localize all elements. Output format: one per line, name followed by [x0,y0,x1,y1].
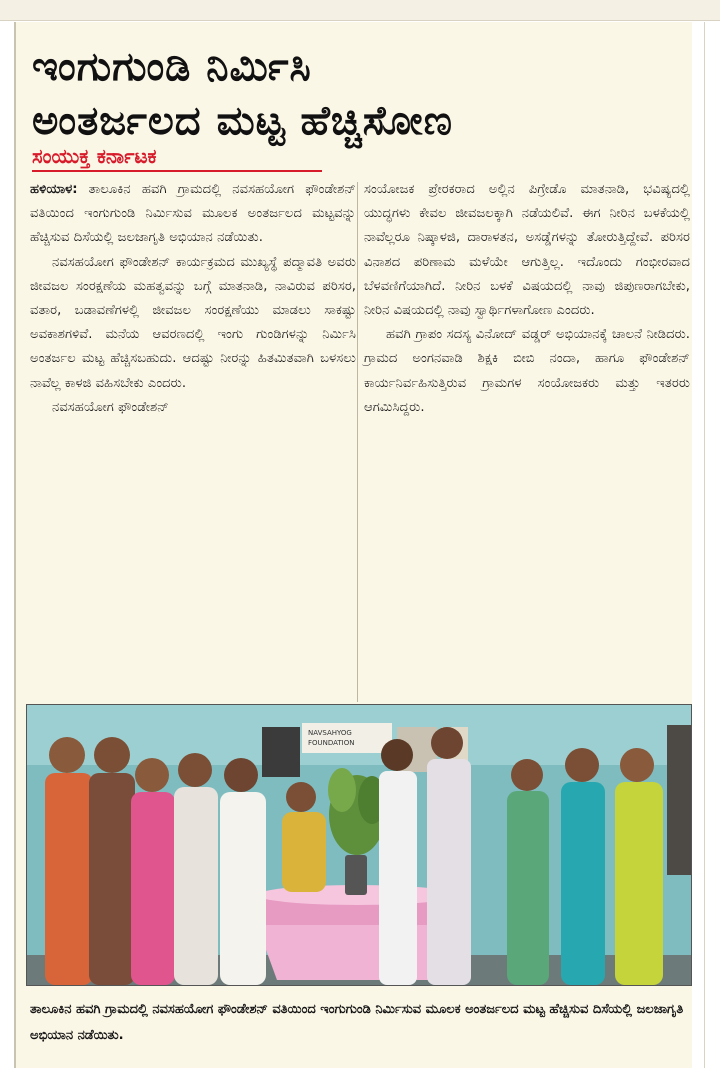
paragraph-5: ಹವಗಿ ಗ್ರಾಪಂ ಸದಸ್ಯ ವಿನೋದ್ ವಡ್ಡರ್ ಅಭಿಯಾನಕ್ಕೆ ಚಾಲನೆ ನೀಡಿದರು. ಗ್ರಾಮದ ಅಂಗನವಾಡಿ ಶಿಕ್ಷಕಿ ಬೀಬಿ ನಂದಾ, ಹಾಗೂ ಫೌಂಡೇಶನ್ ಕಾರ್ಯನಿರ್ವಹಿಸುತ್ತಿರುವ ಗ್ರಾಮಗಳ ಸಂಯೋಜಕರು ಮತ್ತು ಇತರರು ಆಗಮಿಸಿದ್ದರು. [364,327,690,415]
source-underline [32,170,322,172]
event-photo [26,704,692,986]
cropped-previous-article-strip [0,0,720,21]
photo-illustration [27,705,691,985]
adjacent-column-edge [692,22,720,1068]
paragraph-1 [30,178,356,251]
article-column-2 [364,178,690,420]
paragraph-1-text: ತಾಲೂಕಿನ ಹವಗಿ ಗ್ರಾಮದಲ್ಲಿ ನವಸಹಯೋಗ ಫೌಂಡೇಶನ್ ವತಿಯಿಂದ ಇಂಗುಗುಂಡಿ ನಿರ್ಮಿಸುವ ಮೂಲಕ ಅಂತರ್ಜಲದ ಮಟ್ಟವನ್ನು ಹೆಚ್ಚಿಸುವ ದಿಸೆಯಲ್ಲಿ ಜಲಜಾಗೃತಿ ಅಭಿಯಾನ ನಡೆಯಿತು. [30,182,356,246]
svg-text:FOUNDATION: FOUNDATION [308,739,355,747]
headline [32,40,682,148]
photo-banner-text: NAVSAHYOG [308,729,352,737]
paragraph-2: ನವಸಹಯೋಗ ಫೌಂಡೇಶನ್ ಕಾರ್ಯಕ್ರಮದ ಮುಖ್ಯಸ್ಥೆ ಪದ್ಮಾವತಿ ಅವರು ಜೀವಜಲ ಸಂರಕ್ಷಣೆಯ ಮಹತ್ವವನ್ನು ಬಗ್ಗೆ ಮಾತನಾಡಿ, ನಾವಿರುವ ಪರಿಸರ, ವತಾರ, ಬಡಾವಣೆಗಳಲ್ಲಿ ಜೀವಜಲ ಸಂರಕ್ಷಣೆಯು ಮಾಡಲು ಸಾಕಷ್ಟು ಅವಕಾಶಗಳಿವೆ. ಮನೆಯ ಆವರಣದಲ್ಲಿ ಇಂಗು ಗುಂಡಿಗಳನ್ನು ನಿರ್ಮಿಸಿ ಅಂತರ್ಜಲ ಮಟ್ಟ ಹೆಚ್ಚಿಸಬಹುದು. ಆದಷ್ಟು ನೀರನ್ನು ಹಿತಮಿತವಾಗಿ ಬಳಸಲು ನಾವೆಲ್ಲ ಕಾಳಜಿ ವಹಿಸಬೇಕು ಎಂದರು. [30,254,356,391]
headline-line-2: ಅಂತರ್ಜಲದ ಮಟ್ಟ ಹೆಚ್ಚಿಸೋಣ [32,98,453,144]
paragraph-3: ನವಸಹಯೋಗ ಫೌಂಡೇಶನ್ [52,399,169,415]
column-divider [357,182,358,702]
headline-line-1: ಇಂಗುಗುಂಡಿ ನಿರ್ಮಿಸಿ [32,44,312,90]
paragraph-4: ಸಂಯೋಜಕ ಪ್ರೇರಕರಾದ ಅಲ್ಲಿನ ಪಿಗ್ರೇಡೊ ಮಾತನಾಡಿ, ಭವಿಷ್ಯದಲ್ಲಿ ಯುದ್ಧಗಳು ಕೇವಲ ಜೀವಜಲಕ್ಕಾಗಿ ನಡೆಯಲಿವೆ. ಈಗ ನೀರಿನ ಬಳಕೆಯಲ್ಲಿ ನಾವೆಲ್ಲರೂ ನಿಷ್ಕಾಳಜಿ, ದಾರಾಳತನ, ಅಸಡ್ಡೆಗಳನ್ನು ತೋರುತ್ತಿದ್ದೇವೆ. ಪರಿಸರ ವಿನಾಶದ ಪರಿಣಾಮ ಮಳೆಯೇ ಆಗುತ್ತಿಲ್ಲ. ಇದೊಂದು ಗಂಭೀರವಾದ ಬೆಳವಣಿಗೆಯಾಗಿದೆ. ನೀರಿನ ಬಳಕೆ ವಿಷಯದಲ್ಲಿ ನಾವು ಜಿಪುಣರಾಗಬೇಕು, ನೀರಿನ ವಿಷಯದಲ್ಲಿ ನಾವು ಸ್ವಾರ್ಥಿಗಳಾಗೋಣ ಎಂದರು. [364,182,690,319]
source-label: ಸಂಯುಕ್ತ ಕರ್ನಾಟಕ [32,144,157,168]
newspaper-clipping [14,22,693,1068]
photo-caption: ತಾಲೂಕಿನ ಹವಗಿ ಗ್ರಾಮದಲ್ಲಿ ನವಸಹಯೋಗ ಫೌಂಡೇಶನ್ ವತಿಯಿಂದ ಇಂಗುಗುಂಡಿ ನಿರ್ಮಿಸುವ ಮೂಲಕ ಅಂತರ್ಜಲದ ಮಟ್ಟ ಹೆಚ್ಚಿಸುವ ದಿಸೆಯಲ್ಲಿ ಜಲಜಾಗೃತಿ ಅಭಿಯಾನ ನಡೆಯಿತು. [30,1002,684,1043]
dateline: ಹಳಿಯಾಳ: [30,182,78,197]
article-column-1 [30,178,356,420]
